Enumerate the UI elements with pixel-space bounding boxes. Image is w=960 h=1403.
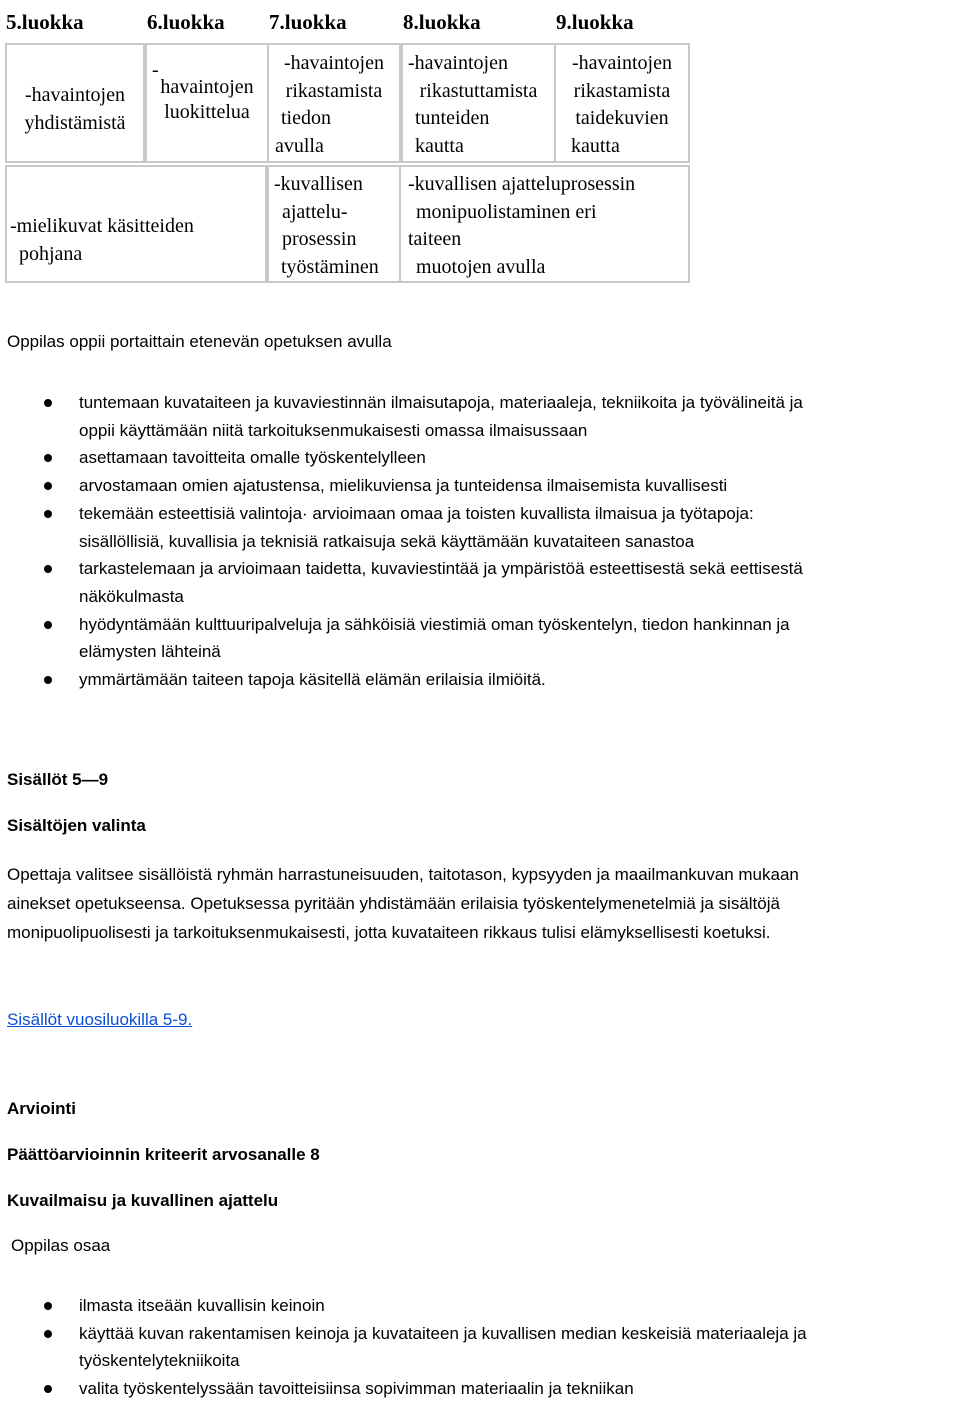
bullet-icon	[44, 621, 52, 629]
cell-line: taidekuvien	[575, 107, 669, 129]
cell-line: pohjana	[19, 242, 83, 265]
list-item-line: tekemään esteettisiä valintoja· arvioimaan omaa ja toisten kuvallista ilmaisua ja työtapoja:	[79, 503, 754, 523]
cell-g56-imagination	[5, 165, 267, 283]
list-item-line: ymmärtämään taiteen tapoja käsitellä elämän erilaisia ilmiöitä.	[79, 670, 546, 690]
bullet-icon	[44, 454, 52, 462]
bullet-icon	[44, 399, 52, 407]
cell-line: avulla	[275, 134, 324, 157]
bullet-icon	[44, 1330, 52, 1338]
cell-g9-observation	[554, 43, 690, 163]
cell-line: yhdistämistä	[24, 111, 126, 134]
list-item-line: tuntemaan kuvataiteen ja kuvaviestinnän ilmaisutapoja, materiaaleja, tekniikoita ja työvälineitä ja	[79, 393, 803, 412]
cell-line: taiteen	[408, 228, 462, 250]
list-item	[0, 666, 803, 694]
cell-g7-observation	[267, 43, 401, 163]
cell-line: kautta	[415, 134, 464, 157]
list-item-line: hyödyntämään kulttuuripalveluja ja sähköisiä viestimiä oman työskentelyn, tiedon hankinnan ja	[79, 614, 790, 634]
cell-line: rikastamista	[285, 79, 383, 102]
list-item	[0, 555, 803, 610]
bullet-icon	[44, 1385, 52, 1393]
pupil-intro: Oppilas osaa	[11, 1236, 111, 1255]
criteria-heading: Päättöarvioinnin kriteerit arvosanalle 8	[7, 1145, 320, 1164]
list-item-line: ilmasta itseään kuvallisin keinoin	[79, 1296, 325, 1315]
list-item-line: työskentelytekniikoita	[79, 1351, 240, 1371]
cell-line: -havaintojen	[25, 84, 125, 106]
cell-line: työstäminen	[281, 255, 379, 278]
grade-header-5: 5.luokka	[6, 10, 84, 34]
paragraph-line: Opettaja valitsee sisällöistä ryhmän harrastuneisuuden, taitotason, kypsyyden ja maailmankuvan mukaan	[7, 865, 799, 884]
cell-g6-observation	[145, 43, 269, 163]
cell-g89-thinking	[399, 165, 690, 283]
expression-heading: Kuvailmaisu ja kuvallinen ajattelu	[7, 1191, 279, 1210]
bullet-icon	[44, 565, 52, 573]
cell-line: kautta	[571, 134, 620, 157]
contents-link-wrap	[7, 1010, 192, 1030]
criteria-list	[0, 1292, 807, 1403]
grade-header-6: 6.luokka	[147, 10, 225, 34]
list-item-line: elämysten lähteinä	[79, 642, 221, 662]
grade-header-8: 8.luokka	[403, 10, 481, 34]
cell-line: havaintojen	[160, 75, 254, 98]
paragraph-line: ainekset opetukseensa. Opetuksessa pyritään yhdistämään erilaisia työskentelymenetelmiä ja sisältöjä	[7, 894, 780, 913]
cell-line: -	[152, 59, 159, 81]
cell-line: ajattelu-	[282, 200, 348, 223]
cell-line: -kuvallisen	[274, 173, 363, 195]
grade-header-7: 7.luokka	[269, 10, 347, 34]
cell-line: rikastuttamista	[419, 79, 538, 102]
cell-line: tiedon	[281, 107, 331, 129]
cell-line: prosessin	[282, 228, 357, 250]
list-item	[0, 611, 803, 666]
list-item	[0, 500, 803, 555]
cell-line: muotojen avulla	[416, 255, 546, 278]
goals-list	[0, 389, 803, 694]
contents-heading: Sisällöt 5—9	[7, 770, 109, 789]
cell-g5-observation	[5, 43, 145, 163]
cell-line: -mielikuvat käsitteiden	[10, 215, 194, 237]
assessment-heading: Arviointi	[7, 1099, 76, 1118]
list-item-line: oppii käyttämään niitä tarkoituksenmukaisesti omassa ilmaisussaan	[79, 420, 588, 440]
contents-by-grade-link[interactable]: Sisällöt vuosiluokilla 5-9.	[7, 1010, 193, 1029]
list-item-line: asettamaan tavoitteita omalle työskentelylleen	[79, 448, 426, 468]
list-item	[0, 389, 803, 444]
list-item	[0, 1375, 807, 1403]
cell-line: -havaintojen	[408, 52, 508, 74]
paragraph-line: monipuolipuolisesti ja tarkoituksenmukaisesti, jotta kuvataiteen rikkaus tulisi elämyksellisesti koetuksi.	[7, 923, 771, 942]
cell-line: -kuvallisen ajatteluprosessin	[408, 173, 636, 195]
list-item-line: valita työskentelyssään tavoitteisiinsa sopivimman materiaalin ja tekniikan	[79, 1379, 634, 1399]
bullet-icon	[44, 676, 52, 684]
contents-paragraph	[7, 860, 799, 947]
cell-g7-thinking	[267, 165, 401, 283]
list-item	[0, 444, 803, 472]
cell-line: rikastamista	[573, 79, 671, 102]
contents-subheading: Sisältöjen valinta	[7, 816, 146, 835]
list-item-line: käyttää kuvan rakentamisen keinoja ja kuvataiteen ja kuvallisen median keskeisiä materiaaleja ja	[79, 1323, 807, 1343]
cell-line: -havaintojen	[284, 52, 384, 74]
list-item-line: tarkastelemaan ja arvioimaan taidetta, kuvaviestintää ja ympäristöä esteettisestä sekä eettisestä	[79, 559, 803, 579]
list-item-line: näkökulmasta	[79, 586, 184, 606]
cell-line: monipuolistaminen eri	[416, 200, 597, 223]
list-item-line: sisällöllisiä, kuvallisia ja teknisiä ratkaisuja sekä käyttämään kuvataiteen sanastoa	[79, 531, 695, 551]
grade-header-9: 9.luokka	[556, 10, 634, 34]
list-item	[0, 1320, 807, 1375]
list-item	[0, 472, 803, 500]
list-item	[0, 1292, 807, 1320]
cell-line: tunteiden	[415, 107, 490, 129]
list-item-line: arvostamaan omien ajatustensa, mielikuviensa ja tunteidensa ilmaisemista kuvallisesti	[79, 476, 728, 496]
cell-line: -havaintojen	[572, 52, 672, 74]
bullet-icon	[44, 482, 52, 490]
cell-line: luokittelua	[164, 101, 250, 123]
intro-text: Oppilas oppii portaittain etenevän opetuksen avulla	[7, 332, 392, 351]
bullet-icon	[44, 510, 52, 518]
cell-g8-observation	[401, 43, 556, 163]
grade-table	[5, 5, 690, 283]
bullet-icon	[44, 1302, 52, 1310]
